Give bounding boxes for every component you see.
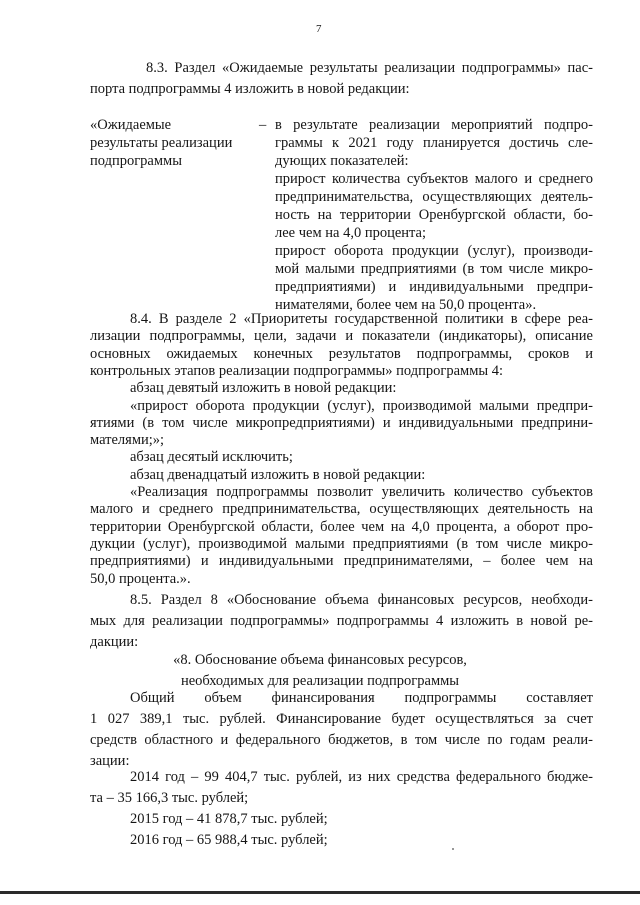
scan-speck: [452, 848, 454, 850]
financing-line-6: та – 35 166,3 тыс. рублей;: [90, 790, 249, 806]
financing-line-2: 1 027 389,1 тыс. рублей. Финансирование будет осуществляться за счет: [90, 711, 593, 727]
section-8-4-line-5: абзац девятый изложить в новой редакции:: [130, 380, 397, 397]
section-8-4-line-7: ятиями (в том числе микропредприятиями) и индивидуальными предприни-: [90, 414, 593, 431]
section-8-4-line-8: мателями;»;: [90, 432, 165, 449]
table-dash: –: [259, 117, 267, 133]
financing-line-1: Общий объем финансирования подпрограммы составляет: [130, 690, 593, 706]
section-8-4-line-9: абзац десятый исключить;: [130, 449, 293, 466]
section-8-4-line-11: «Реализация подпрограммы позволит увеличить количество субъектов: [130, 484, 593, 500]
section-8-3-line-1: 8.3. Раздел «Ожидаемые результаты реализации подпрограммы» пас-: [146, 60, 593, 76]
section-heading-line-2: необходимых для реализации подпрограммы: [180, 673, 460, 689]
section-8-5-line-2: мых для реализации подпрограммы» подпрограммы 4 изложить в новой ре-: [90, 613, 593, 629]
page-number: 7: [316, 23, 322, 35]
table-right-line-10: предприятиями) и индивидуальными предпри-: [275, 279, 593, 295]
table-right-line-4: прирост количества субъектов малого и среднего: [275, 171, 593, 187]
financing-line-4: зации:: [90, 753, 130, 769]
financing-line-7: 2015 год – 41 878,7 тыс. рублей;: [130, 811, 328, 827]
section-8-4-line-12: малого и среднего предпринимательства, осуществляющих деятельность на: [90, 501, 593, 518]
section-8-4-line-3: основных ожидаемых конечных результатов подпрограммы, сроков и: [90, 345, 593, 362]
section-8-4-line-10: абзац двенадцатый изложить в новой редакции:: [130, 466, 426, 483]
table-right-line-11: нимателями, более чем на 50,0 процента».: [275, 297, 537, 313]
table-right-line-1: в результате реализации мероприятий подпро-: [275, 117, 593, 133]
table-right-line-9: мой малыми предприятиями (в том числе микро-: [275, 261, 593, 277]
financing-line-5: 2014 год – 99 404,7 тыс. рублей, из них средства федерального бюдже-: [130, 769, 593, 785]
section-8-4-line-1: 8.4. В разделе 2 «Приоритеты государственной политики в сфере реа-: [130, 311, 593, 327]
section-8-4-line-4: контрольных этапов реализации подпрограммы» подпрограммы 4:: [90, 362, 504, 379]
table-left-line-1: «Ожидаемые: [90, 117, 172, 133]
section-8-3-line-2: порта подпрограммы 4 изложить в новой редакции:: [90, 81, 410, 97]
financing-line-8: 2016 год – 65 988,4 тыс. рублей;: [130, 832, 328, 848]
table-right-line-2: граммы к 2021 году планируется достичь сле-: [275, 135, 593, 151]
table-right-line-7: лее чем на 4,0 процента;: [275, 225, 427, 241]
section-8-4-line-13: территории Оренбургской области, более чем на 4,0 процента, а оборот про-: [90, 518, 593, 535]
table-left-line-2: результаты реализации: [90, 135, 233, 151]
table-right-line-5: предпринимательства, осуществляющих деятель-: [275, 189, 593, 205]
section-heading-line-1: «8. Обоснование объема финансовых ресурсов,: [173, 652, 467, 668]
financing-line-3: средств областного и федерального бюджетов, в том числе по годам реали-: [90, 732, 593, 748]
section-8-5-line-1: 8.5. Раздел 8 «Обоснование объема финансовых ресурсов, необходи-: [130, 592, 593, 608]
section-8-4-line-2: лизации подпрограммы, цели, задачи и показатели (индикаторы), описание: [90, 328, 593, 345]
table-left-line-3: подпрограммы: [90, 153, 182, 169]
bottom-rule: [0, 891, 640, 894]
section-8-4-line-6: «прирост оборота продукции (услуг), производимой малыми предпри-: [130, 397, 593, 414]
section-8-5-line-3: дакции:: [90, 634, 139, 650]
section-8-4-line-16: 50,0 процента.».: [90, 571, 191, 587]
table-right-line-6: ность на территории Оренбургской области, бо-: [275, 207, 593, 223]
section-8-4-line-14: дукции (услуг), производимой малыми предприятиями (в том числе микро-: [90, 535, 593, 552]
table-right-line-3: дующих показателей:: [275, 153, 409, 169]
table-right-line-8: прирост оборота продукции (услуг), производи-: [275, 243, 593, 259]
section-8-4-line-15: предприятиями) и индивидуальными предпринимателями, – более чем на: [90, 553, 593, 570]
